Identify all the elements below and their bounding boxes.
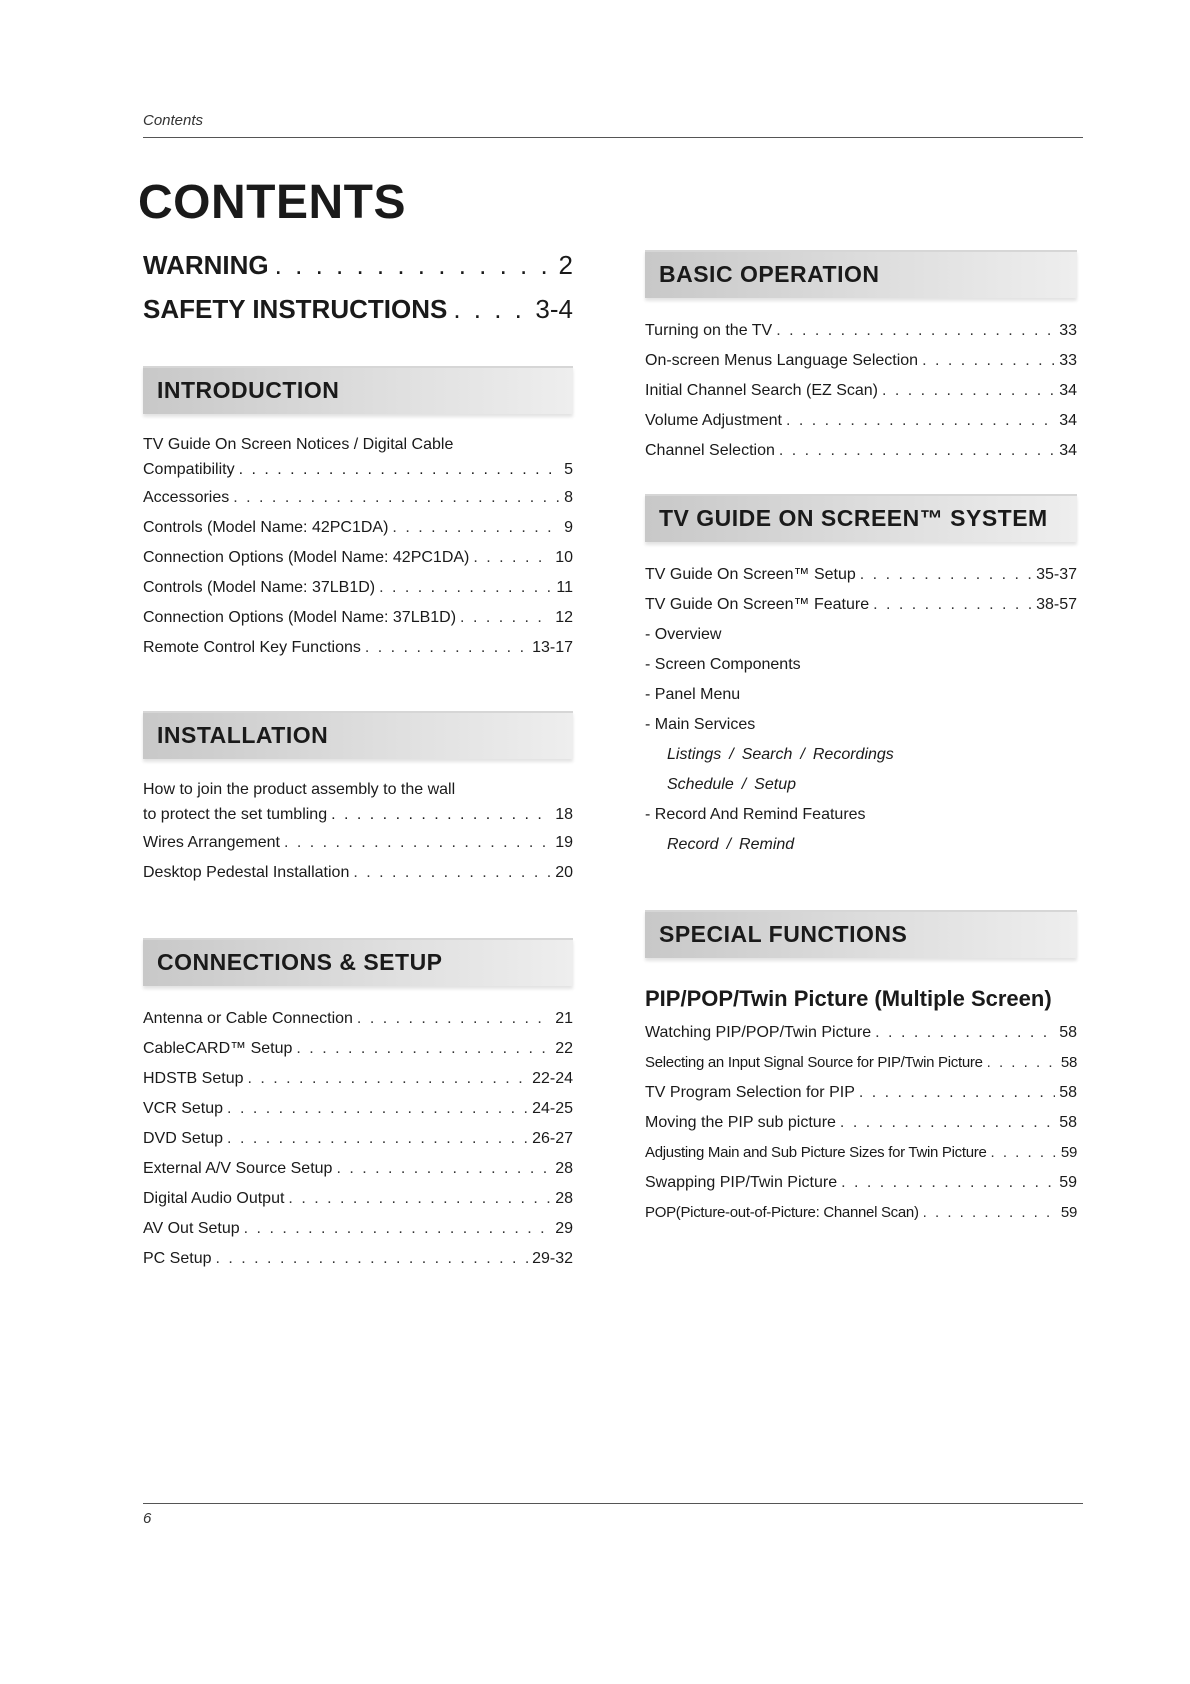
entry-page: 29 xyxy=(555,1220,573,1237)
entry-label: WARNING xyxy=(143,250,269,280)
entry-label-line1: How to join the product assembly to the wall xyxy=(143,781,456,798)
section-title: INTRODUCTION xyxy=(157,377,340,403)
toc-entry[interactable] xyxy=(645,346,1077,376)
entry-page: 58 xyxy=(1060,1054,1077,1071)
entry-label-line2: Compatibility xyxy=(143,461,235,478)
dot-leader xyxy=(227,1094,528,1124)
entry-page: 26-27 xyxy=(532,1130,573,1147)
toc-entry[interactable] xyxy=(645,1078,1077,1108)
toc-entry[interactable] xyxy=(645,1018,1077,1048)
entry-page: 22 xyxy=(555,1040,573,1057)
toc-entry[interactable] xyxy=(645,406,1077,436)
entry-label: PC Setup xyxy=(143,1250,212,1267)
dot-leader xyxy=(247,1064,528,1094)
entry-page: 19 xyxy=(555,834,573,851)
entry-label: Remote Control Key Functions xyxy=(143,639,361,656)
entry-page: 13-17 xyxy=(532,639,573,656)
page-title: CONTENTS xyxy=(138,176,406,229)
toc-entry[interactable] xyxy=(645,436,1077,466)
entry-page: 59 xyxy=(1060,1204,1077,1221)
toc-entry[interactable] xyxy=(645,1108,1077,1138)
dot-leader xyxy=(875,1018,1055,1048)
entry-label: DVD Setup xyxy=(143,1130,224,1147)
dot-leader xyxy=(453,294,529,325)
toc-entry[interactable] xyxy=(143,573,573,603)
toc-entry-safety-instructions[interactable] xyxy=(143,294,573,338)
entry-label: Wires Arrangement xyxy=(143,834,280,851)
entry-page: 58 xyxy=(1059,1084,1077,1101)
toc-link-recordings[interactable]: Recordings xyxy=(812,746,894,763)
entry-label: SAFETY INSTRUCTIONS xyxy=(143,294,448,324)
entry-label: External A/V Source Setup xyxy=(143,1160,333,1177)
page-number: 6 xyxy=(143,1510,152,1527)
dot-leader xyxy=(991,1138,1057,1168)
toc-entry[interactable] xyxy=(143,1124,573,1154)
dot-leader xyxy=(331,802,551,827)
separator: / xyxy=(726,836,732,853)
section-header-basic-operation xyxy=(645,250,1077,298)
entry-label: TV Guide On Screen™ Setup xyxy=(645,566,856,583)
dot-leader xyxy=(873,590,1032,620)
entry-page: 29-32 xyxy=(532,1250,573,1267)
toc-entry[interactable] xyxy=(645,376,1077,406)
header-rule xyxy=(143,137,1083,138)
toc-entry[interactable] xyxy=(645,590,1077,620)
right-column xyxy=(645,250,1077,1228)
dot-leader xyxy=(460,603,551,633)
toc-entry[interactable] xyxy=(143,483,573,513)
dot-leader xyxy=(227,1124,528,1154)
toc-link-remind[interactable]: Remind xyxy=(739,836,795,853)
entry-page: 28 xyxy=(555,1190,573,1207)
entry-page: 58 xyxy=(1059,1024,1077,1041)
spacer xyxy=(645,860,1077,910)
entry-page: 5 xyxy=(564,461,573,478)
toc-entry[interactable] xyxy=(645,1198,1077,1228)
section-title: CONNECTIONS & SETUP xyxy=(157,949,443,975)
toc-entry[interactable] xyxy=(143,1004,573,1034)
entry-label-line2-row xyxy=(143,802,573,828)
toc-link-setup[interactable]: Setup xyxy=(754,776,796,793)
toc-link-listings[interactable]: Listings xyxy=(667,746,722,763)
dot-leader xyxy=(840,1108,1055,1138)
separator: / xyxy=(741,776,747,793)
section-title: INSTALLATION xyxy=(157,722,329,748)
toc-entry[interactable] xyxy=(645,1168,1077,1198)
section-title: TV GUIDE ON SCREEN™ SYSTEM xyxy=(659,505,1048,531)
toc-entry-warning[interactable] xyxy=(143,250,573,294)
dot-leader xyxy=(841,1168,1055,1198)
basic-operation-entries xyxy=(645,316,1077,466)
entry-label: Watching PIP/POP/Twin Picture xyxy=(645,1024,872,1041)
toc-subitem-main-services[interactable]: - Main Services xyxy=(645,716,756,733)
dot-leader xyxy=(244,1214,552,1244)
entry-label: Accessories xyxy=(143,489,230,506)
toc-entry[interactable] xyxy=(645,1138,1077,1168)
section-header-introduction xyxy=(143,366,573,414)
dot-leader xyxy=(473,543,551,573)
entry-label: Antenna or Cable Connection xyxy=(143,1010,353,1027)
entry-label: On-screen Menus Language Selection xyxy=(645,352,919,369)
entry-label: TV Guide On Screen™ Feature xyxy=(645,596,870,613)
dot-leader xyxy=(215,1244,528,1274)
entry-label-line2: to protect the set tumbling xyxy=(143,806,328,823)
entry-label: Adjusting Main and Sub Picture Sizes for Twin Picture xyxy=(645,1144,987,1161)
entry-label-line2-row xyxy=(143,457,573,483)
separator: / xyxy=(800,746,805,763)
entry-page: 9 xyxy=(564,519,573,536)
special-functions-entries xyxy=(645,1018,1077,1228)
spacer xyxy=(143,888,573,938)
entry-page: 33 xyxy=(1059,322,1077,339)
dot-leader xyxy=(776,316,1055,346)
toc-entry[interactable] xyxy=(645,316,1077,346)
toc-subitem-row xyxy=(645,770,1077,800)
toc-entry[interactable] xyxy=(143,1064,573,1094)
section-header-connections xyxy=(143,938,573,986)
entry-label: Digital Audio Output xyxy=(143,1190,285,1207)
dot-leader xyxy=(860,560,1032,590)
dot-leader xyxy=(357,1004,551,1034)
dot-leader xyxy=(296,1034,551,1064)
toc-entry[interactable] xyxy=(143,1094,573,1124)
toc-entry-tv-guide-notices[interactable] xyxy=(143,432,573,483)
dot-leader xyxy=(284,828,551,858)
toc-entry[interactable] xyxy=(645,1048,1077,1078)
dot-leader xyxy=(275,250,553,281)
toc-subitem-panel-menu[interactable]: - Panel Menu xyxy=(645,686,741,703)
toc-entry[interactable] xyxy=(143,1034,573,1064)
toc-subitem-row xyxy=(645,830,1077,860)
dot-leader xyxy=(882,376,1055,406)
toc-link-schedule[interactable]: Schedule xyxy=(667,776,734,793)
toc-subitem-row xyxy=(645,740,1077,770)
entry-page: 2 xyxy=(558,250,573,280)
entry-label: Initial Channel Search (EZ Scan) xyxy=(645,382,878,399)
entry-page: 33 xyxy=(1059,352,1077,369)
entry-label: AV Out Setup xyxy=(143,1220,240,1237)
entry-label: Turning on the TV xyxy=(645,322,773,339)
footer-rule xyxy=(143,1503,1083,1504)
toc-entry[interactable] xyxy=(143,603,573,633)
section-title: SPECIAL FUNCTIONS xyxy=(659,921,908,947)
toc-entry[interactable] xyxy=(143,1184,573,1214)
entry-label: Volume Adjustment xyxy=(645,412,782,429)
toc-entry-wall-assembly[interactable] xyxy=(143,777,573,828)
entry-label: Connection Options (Model Name: 37LB1D) xyxy=(143,609,457,626)
left-column xyxy=(143,250,573,1274)
entry-page: 18 xyxy=(555,806,573,823)
entry-label: Channel Selection xyxy=(645,442,775,459)
entry-label: Connection Options (Model Name: 42PC1DA) xyxy=(143,549,470,566)
toc-entry[interactable] xyxy=(143,1154,573,1184)
toc-link-search[interactable]: Search xyxy=(741,746,793,763)
section-title: BASIC OPERATION xyxy=(659,261,880,287)
toc-entry[interactable] xyxy=(143,858,573,888)
spacer xyxy=(645,466,1077,494)
toc-entry[interactable] xyxy=(645,560,1077,590)
entry-page: 24-25 xyxy=(532,1100,573,1117)
toc-entry[interactable] xyxy=(143,513,573,543)
installation-entries xyxy=(143,777,573,888)
dot-leader xyxy=(922,346,1055,376)
entry-page: 59 xyxy=(1059,1174,1077,1191)
toc-entry[interactable] xyxy=(143,1214,573,1244)
introduction-entries xyxy=(143,432,573,663)
dot-leader xyxy=(779,436,1055,466)
entry-label: HDSTB Setup xyxy=(143,1070,244,1087)
dot-leader xyxy=(786,406,1055,436)
entry-page: 34 xyxy=(1059,382,1077,399)
dot-leader xyxy=(987,1048,1057,1078)
dot-leader xyxy=(239,457,561,482)
entry-page: 12 xyxy=(555,609,573,626)
toc-link-record[interactable]: Record xyxy=(667,836,719,853)
dot-leader xyxy=(392,513,560,543)
dot-leader xyxy=(288,1184,551,1214)
entry-page: 38-57 xyxy=(1036,596,1077,613)
spacer xyxy=(143,663,573,711)
entry-label: Desktop Pedestal Installation xyxy=(143,864,350,881)
entry-page: 8 xyxy=(564,489,573,506)
connections-entries xyxy=(143,1004,573,1274)
entry-page: 34 xyxy=(1059,442,1077,459)
toc-subitem-record-remind[interactable]: - Record And Remind Features xyxy=(645,806,866,823)
running-head: Contents xyxy=(143,112,204,129)
toc-subitem-screen-components[interactable]: - Screen Components xyxy=(645,656,801,673)
entry-page: 11 xyxy=(556,579,573,596)
toc-subitem-overview[interactable]: - Overview xyxy=(645,626,722,643)
entry-label: Moving the PIP sub picture xyxy=(645,1114,836,1131)
dot-leader xyxy=(365,633,528,663)
entry-label: Controls (Model Name: 42PC1DA) xyxy=(143,519,389,536)
toc-entry[interactable] xyxy=(143,1244,573,1274)
entry-page: 21 xyxy=(555,1010,573,1027)
entry-label: Swapping PIP/Twin Picture xyxy=(645,1174,838,1191)
toc-entry[interactable] xyxy=(143,543,573,573)
separator: / xyxy=(729,746,734,763)
entry-label: Selecting an Input Signal Source for PIP/Twin Picture xyxy=(645,1054,983,1071)
entry-label: CableCARD™ Setup xyxy=(143,1040,293,1057)
entry-page: 35-37 xyxy=(1036,566,1077,583)
entry-page: 58 xyxy=(1059,1114,1077,1131)
tv-guide-entries xyxy=(645,560,1077,860)
section-header-special-functions xyxy=(645,910,1077,958)
entry-label: VCR Setup xyxy=(143,1100,224,1117)
entry-page: 59 xyxy=(1060,1144,1077,1161)
entry-page: 3-4 xyxy=(535,294,573,324)
entry-label: TV Program Selection for PIP xyxy=(645,1084,855,1101)
entry-page: 22-24 xyxy=(532,1070,573,1087)
entry-page: 20 xyxy=(555,864,573,881)
toc-entry[interactable] xyxy=(143,828,573,858)
dot-leader xyxy=(923,1198,1057,1228)
dot-leader xyxy=(336,1154,551,1184)
entry-label: POP(Picture-out-of-Picture: Channel Scan) xyxy=(645,1204,919,1221)
entry-label: Controls (Model Name: 37LB1D) xyxy=(143,579,376,596)
entry-page: 34 xyxy=(1059,412,1077,429)
subsection-title: PIP/POP/Twin Picture (Multiple Screen) xyxy=(645,986,1052,1011)
section-header-installation xyxy=(143,711,573,759)
entry-page: 10 xyxy=(555,549,573,566)
entry-label-line1: TV Guide On Screen Notices / Digital Cable xyxy=(143,436,454,453)
entry-page: 28 xyxy=(555,1160,573,1177)
dot-leader xyxy=(353,858,551,888)
dot-leader xyxy=(859,1078,1055,1108)
toc-entry[interactable] xyxy=(143,633,573,663)
dot-leader xyxy=(233,483,560,513)
spacer xyxy=(143,338,573,366)
section-header-tv-guide xyxy=(645,494,1077,542)
dot-leader xyxy=(379,573,552,603)
